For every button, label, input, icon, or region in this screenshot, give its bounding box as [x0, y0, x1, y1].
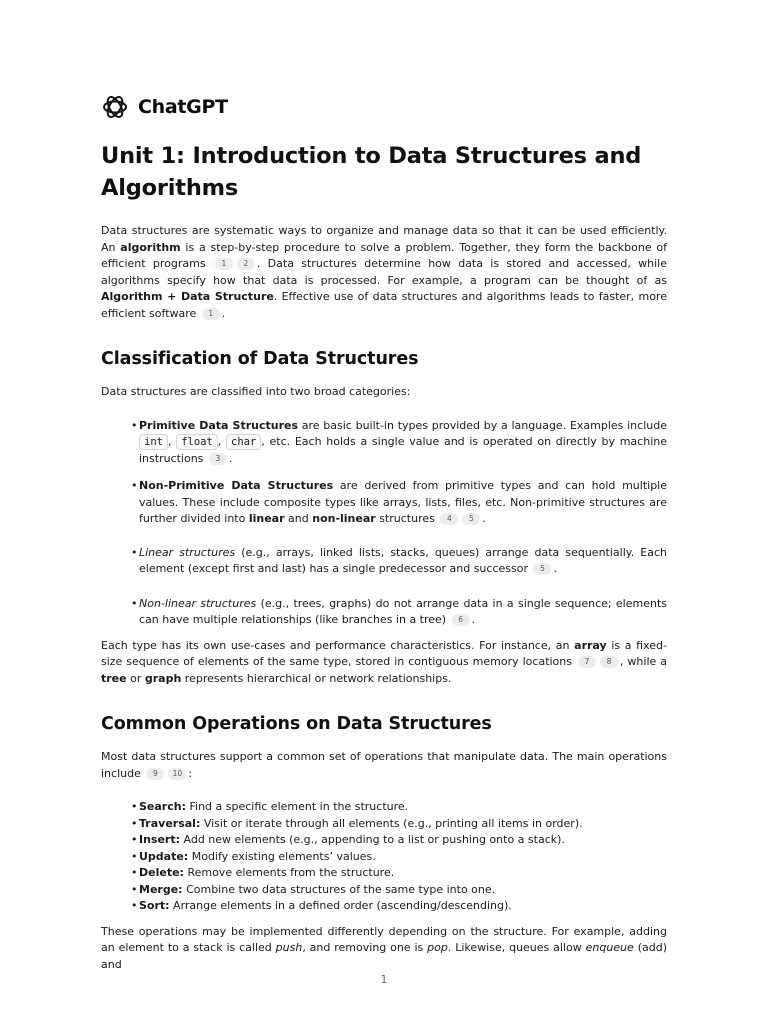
section-heading-operations: Common Operations on Data Structures: [101, 714, 492, 734]
code-char: char: [226, 434, 261, 450]
list-item: • Search: Find a specific element in the structure.: [139, 799, 667, 816]
citation-badge[interactable]: 3: [209, 453, 227, 465]
citation-badge[interactable]: 6: [452, 614, 470, 626]
list-item-non-linear: • Non-linear structures (e.g., trees, graphs) do not arrange data in a single sequence; elements can have multiple relationships (like branches in a tree) 6 .: [139, 596, 667, 629]
page-title: Unit 1: Introduction to Data Structures and Algorithms: [101, 143, 642, 201]
citation-badge[interactable]: 1: [215, 258, 233, 270]
list-item: • Traversal: Visit or iterate through all elements (e.g., printing all items in order).: [139, 816, 667, 833]
citation-badge[interactable]: 5: [533, 563, 551, 575]
list-item: • Sort: Arrange elements in a defined order (ascending/descending).: [139, 898, 667, 915]
page-number: 1: [380, 973, 388, 986]
citation-badge[interactable]: 2: [237, 258, 255, 270]
operations-lead: Most data structures support a common set of operations that manipulate data. The main operations include 9 10 :: [101, 750, 667, 780]
list-item: • Merge: Combine two data structures of the same type into one.: [139, 882, 667, 899]
code-float: float: [176, 434, 218, 450]
brand-header: [101, 92, 667, 122]
classification-list: [101, 418, 667, 629]
citation-badge[interactable]: 9: [146, 768, 164, 780]
citation-badge[interactable]: 7: [578, 656, 596, 668]
classification-lead: Data structures are classified into two broad categories:: [101, 385, 411, 398]
citation-badge[interactable]: 10: [168, 768, 186, 780]
document-page: [101, 92, 667, 973]
section-heading-classification: Classification of Data Structures: [101, 349, 419, 369]
citation-badge[interactable]: 5: [462, 513, 480, 525]
list-item: • Delete: Remove elements from the structure.: [139, 865, 667, 882]
list-item-non-primitive: • Non-Primitive Data Structures are derived from primitive types and can hold multiple values. These include composite types like arrays, lists, files, etc. Non-primitive structures are further divided into linear and non-linear structures 4 5 .: [139, 478, 667, 528]
classification-closing-paragraph: Each type has its own use-cases and performance characteristics. For instance, an array is a fixed-size sequence of elements of the same type, stored in contiguous memory locations 7 8 , while a tree or graph represents hierarchical or network relationships.: [101, 638, 667, 685]
openai-logo-icon: [101, 93, 129, 121]
list-item: • Insert: Add new elements (e.g., appending to a list or pushing onto a stack).: [139, 832, 667, 849]
brand-name: ChatGPT: [138, 96, 228, 118]
citation-badge[interactable]: 8: [600, 656, 618, 668]
list-item-primitive: • Primitive Data Structures are basic built-in types provided by a language. Examples include int , float , char , etc. Each holds a single value and is operated on directly by machine instructions 3 .: [139, 418, 667, 468]
intro-paragraph: Data structures are systematic ways to organize and manage data so that it can be used efficiently. An algorithm is a step-by-step procedure to solve a problem. Together, they form the backbone of efficient programs 1 2 . Data structures determine how data is stored and accessed, while algorithms specify how that data is processed. For example, a program can be thought of as Algorithm + Data Structure. Effective use of data structures and algorithms leads to faster, more efficient software 1 .: [101, 224, 667, 320]
list-item-linear: • Linear structures (e.g., arrays, linked lists, stacks, queues) arrange data sequentially. Each element (except first and last) has a single predecessor and successor 5 .: [139, 545, 667, 578]
list-item: • Update: Modify existing elements’ values.: [139, 849, 667, 866]
code-int: int: [139, 434, 168, 450]
citation-badge[interactable]: 4: [440, 513, 458, 525]
citation-badge[interactable]: 1: [202, 308, 220, 320]
operations-list: [101, 799, 667, 915]
operations-closing-paragraph: These operations may be implemented differently depending on the structure. For example, adding an element to a stack is called push, and removing one is pop. Likewise, queues allow enqueue (add) and: [101, 924, 667, 971]
